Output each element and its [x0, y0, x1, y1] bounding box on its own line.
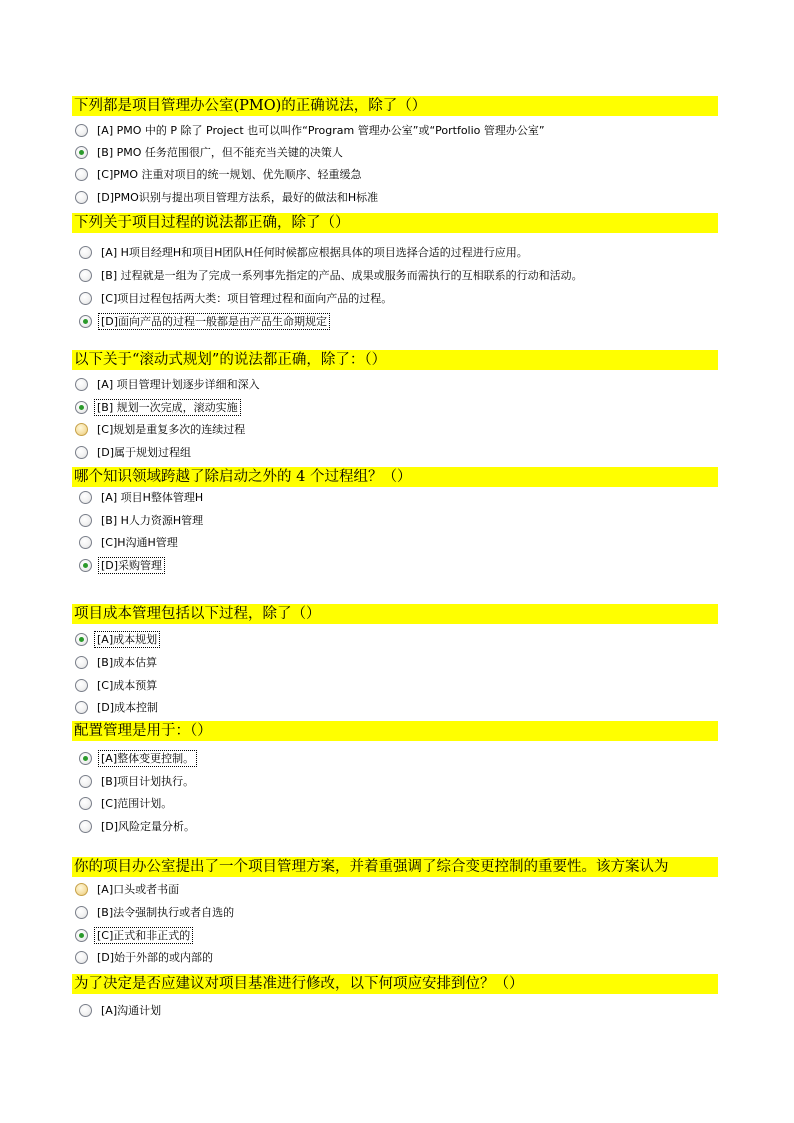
option-label[interactable]: [A]成本规划: [94, 631, 160, 648]
question-title: 项目成本管理包括以下过程，除了（）: [72, 604, 718, 624]
option-label[interactable]: [A]沟通计划: [101, 1003, 162, 1017]
answer-option[interactable]: [75, 676, 160, 694]
radio-unchecked-icon[interactable]: [75, 679, 88, 692]
option-label[interactable]: [C]H沟通H管理: [101, 535, 178, 549]
option-label[interactable]: [D]面向产品的过程一般都是由产品生命期规定: [98, 313, 330, 330]
radio-checked-icon[interactable]: [75, 633, 88, 646]
option-label[interactable]: [B]项目计划执行。: [101, 774, 195, 788]
answer-option[interactable]: [79, 817, 198, 835]
radio-unchecked-icon[interactable]: [79, 536, 92, 549]
option-label[interactable]: [B] 规划一次完成，滚动实施: [94, 399, 241, 416]
answer-option[interactable]: [79, 1001, 164, 1019]
radio-unchecked-icon[interactable]: [75, 378, 88, 391]
option-label[interactable]: [A] H项目经理H和项目H团队H任何时候都应根据具体的项目选择合适的过程进行应用。: [101, 245, 528, 259]
option-label[interactable]: [C]正式和非正式的: [94, 927, 193, 944]
question-title: 你的项目办公室提出了一个项目管理方案，并着重强调了综合变更控制的重要性。该方案认为: [72, 857, 718, 877]
answer-option[interactable]: [79, 556, 165, 574]
option-label[interactable]: [A] PMO 中的 P 除了 Project 也可以叫作“Program 管理办公室”或“Portfolio 管理办公室”: [97, 123, 545, 137]
answer-option[interactable]: [75, 880, 182, 898]
option-label[interactable]: [B]法令强制执行或者自选的: [97, 905, 235, 919]
option-label[interactable]: [D]成本控制: [97, 700, 159, 714]
option-label[interactable]: [A] 项目管理计划逐步详细和深入: [97, 377, 260, 391]
radio-checked-icon[interactable]: [75, 146, 88, 159]
radio-unchecked-icon[interactable]: [79, 292, 92, 305]
answer-option[interactable]: [79, 289, 395, 307]
radio-unchecked-icon[interactable]: [75, 883, 88, 896]
answer-option[interactable]: [75, 121, 548, 139]
radio-unchecked-icon[interactable]: [75, 124, 88, 137]
question-title: 下列关于项目过程的说法都正确，除了（）: [72, 213, 718, 233]
option-label[interactable]: [B]成本估算: [97, 655, 158, 669]
radio-unchecked-icon[interactable]: [75, 701, 88, 714]
answer-option[interactable]: [75, 926, 193, 944]
answer-option[interactable]: [75, 630, 160, 648]
radio-unchecked-icon[interactable]: [75, 906, 88, 919]
answer-option[interactable]: [79, 312, 330, 330]
radio-unchecked-icon[interactable]: [75, 191, 88, 204]
answer-option[interactable]: [75, 653, 160, 671]
answer-option[interactable]: [79, 772, 197, 790]
answer-option[interactable]: [75, 948, 216, 966]
answer-option[interactable]: [75, 398, 241, 416]
answer-option[interactable]: [79, 243, 531, 261]
answer-option[interactable]: [75, 698, 161, 716]
answer-option[interactable]: [79, 266, 586, 284]
radio-unchecked-icon[interactable]: [75, 951, 88, 964]
option-label[interactable]: [B] PMO 任务范围很广，但不能充当关键的决策人: [97, 145, 343, 159]
radio-unchecked-icon[interactable]: [79, 820, 92, 833]
answer-option[interactable]: [75, 165, 365, 183]
radio-unchecked-icon[interactable]: [75, 656, 88, 669]
question-title: 为了决定是否应建议对项目基准进行修改，以下何项应安排到位？（）: [72, 974, 718, 994]
option-label[interactable]: [D]始于外部的或内部的: [97, 950, 214, 964]
radio-unchecked-icon[interactable]: [79, 797, 92, 810]
radio-checked-icon[interactable]: [79, 315, 92, 328]
radio-unchecked-icon[interactable]: [79, 491, 92, 504]
question-title: 以下关于“滚动式规划”的说法都正确，除了：（）: [72, 350, 718, 370]
radio-unchecked-icon[interactable]: [79, 246, 92, 259]
option-label[interactable]: [A]口头或者书面: [97, 882, 180, 896]
answer-option[interactable]: [79, 794, 175, 812]
answer-option[interactable]: [75, 188, 381, 206]
option-label[interactable]: [C]项目过程包括两大类：项目管理过程和面向产品的过程。: [101, 291, 393, 305]
question-title: 配置管理是用于：（）: [72, 721, 718, 741]
answer-option[interactable]: [75, 420, 248, 438]
option-label[interactable]: [C]成本预算: [97, 678, 158, 692]
option-label[interactable]: [C]范围计划。: [101, 796, 173, 810]
radio-checked-icon[interactable]: [79, 559, 92, 572]
option-label[interactable]: [C]PMO 注重对项目的统一规划、优先顺序、轻重缓急: [97, 167, 362, 181]
answer-option[interactable]: [79, 511, 206, 529]
answer-option[interactable]: [75, 375, 263, 393]
radio-unchecked-icon[interactable]: [79, 1004, 92, 1017]
radio-unchecked-icon[interactable]: [75, 168, 88, 181]
option-label[interactable]: [B] H人力资源H管理: [101, 513, 204, 527]
answer-option[interactable]: [79, 533, 181, 551]
answer-option[interactable]: [79, 749, 197, 767]
option-label[interactable]: [D]属于规划过程组: [97, 445, 192, 459]
radio-unchecked-icon[interactable]: [79, 514, 92, 527]
option-label[interactable]: [C]规划是重复多次的连续过程: [97, 422, 246, 436]
radio-checked-icon[interactable]: [75, 929, 88, 942]
radio-unchecked-icon[interactable]: [75, 423, 88, 436]
question-title: 下列都是项目管理办公室(PMO)的正确说法，除了（）: [72, 96, 718, 116]
answer-option[interactable]: [75, 143, 346, 161]
radio-unchecked-icon[interactable]: [79, 775, 92, 788]
option-label[interactable]: [D]风险定量分析。: [101, 819, 196, 833]
question-title: 哪个知识领域跨越了除启动之外的 4 个过程组？（）: [72, 467, 718, 487]
radio-checked-icon[interactable]: [75, 401, 88, 414]
radio-unchecked-icon[interactable]: [75, 446, 88, 459]
option-label[interactable]: [D]采购管理: [98, 557, 165, 574]
option-label[interactable]: [A] 项目H整体管理H: [101, 490, 204, 504]
option-label[interactable]: [D]PMO识别与提出项目管理方法系，最好的做法和H标准: [97, 190, 379, 204]
answer-option[interactable]: [75, 903, 237, 921]
radio-checked-icon[interactable]: [79, 752, 92, 765]
radio-unchecked-icon[interactable]: [79, 269, 92, 282]
answer-option[interactable]: [75, 443, 194, 461]
option-label[interactable]: [B] 过程就是一组为了完成一系列事先指定的产品、成果或服务而需执行的互相联系的行动和活动。: [101, 268, 583, 282]
answer-option[interactable]: [79, 488, 206, 506]
option-label[interactable]: [A]整体变更控制。: [98, 750, 197, 767]
